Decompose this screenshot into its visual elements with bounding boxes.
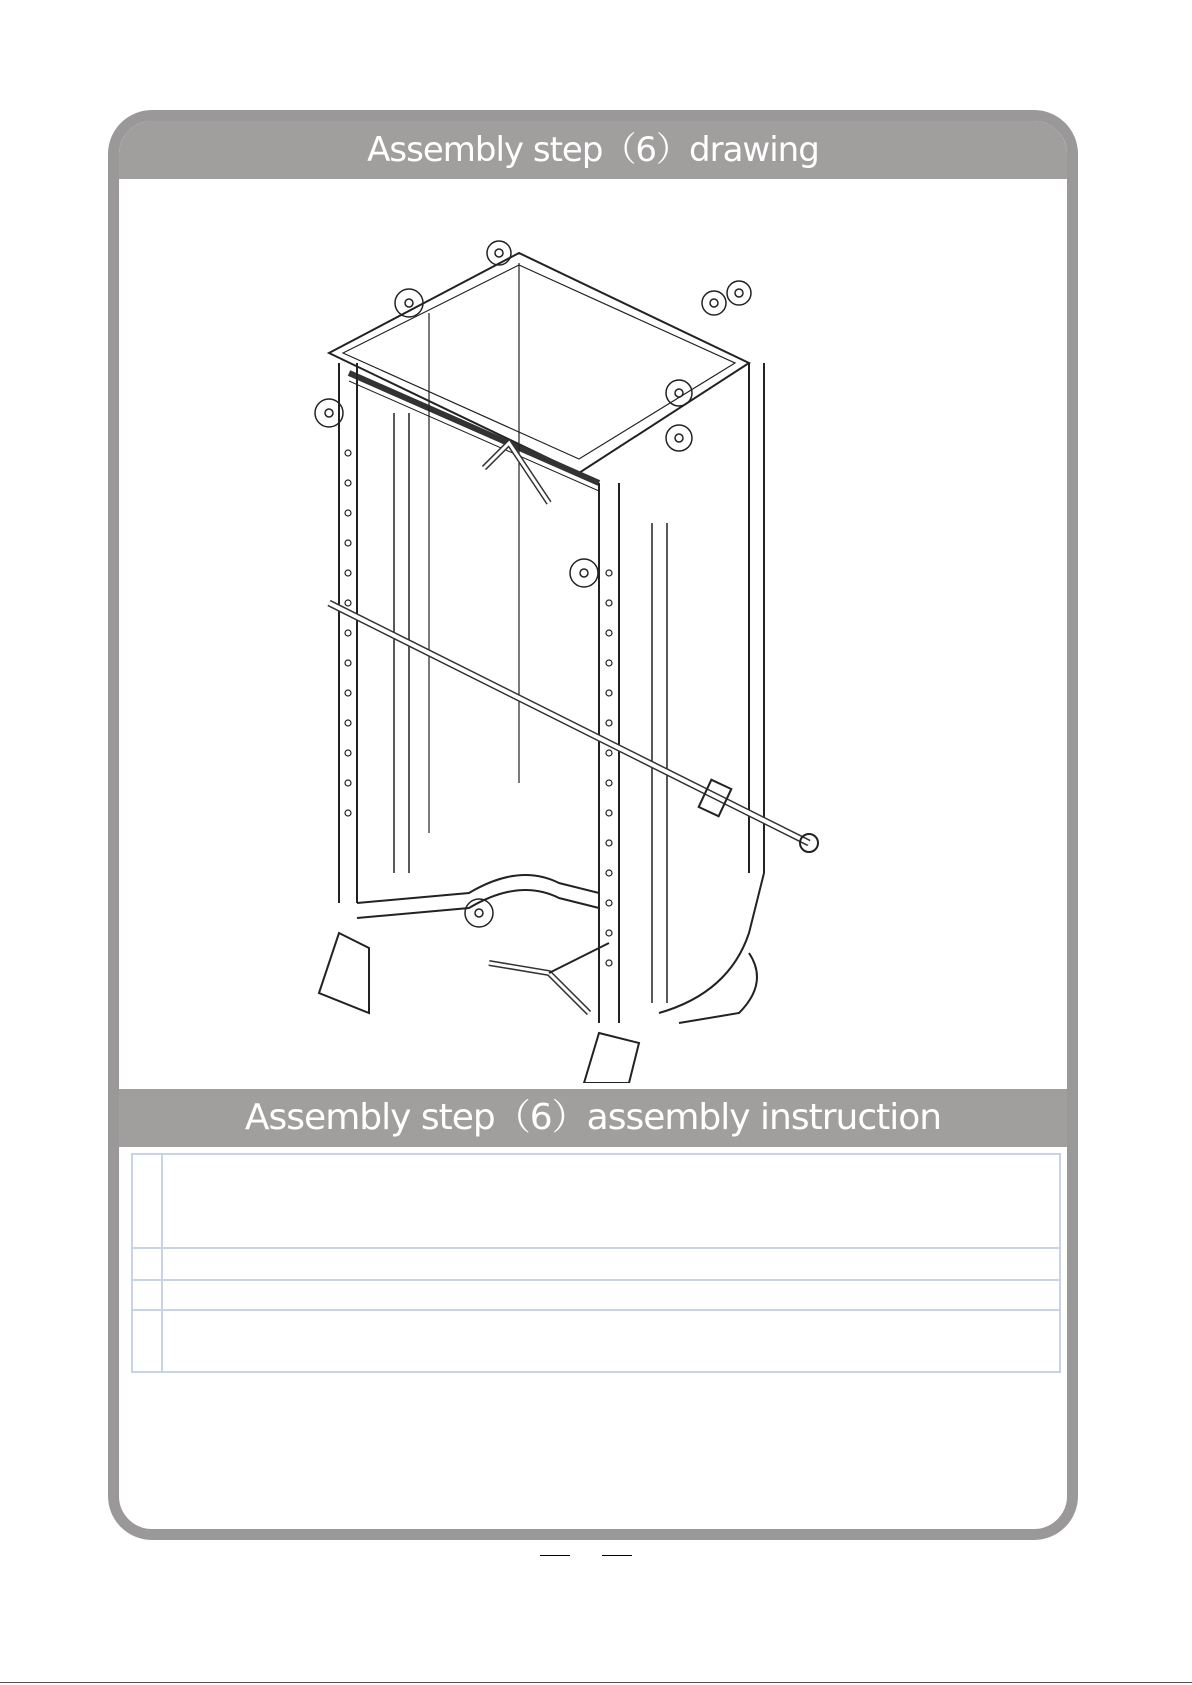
drawing-section-title: Assembly step（6）drawing — [119, 121, 1067, 179]
rack-illustration — [309, 213, 889, 1083]
page-number-dash-left — [540, 1555, 570, 1556]
page-number — [540, 1549, 630, 1569]
bottom-rule — [0, 1682, 1192, 1683]
table-row — [133, 1155, 1059, 1249]
table-row — [133, 1249, 1059, 1281]
table-row — [133, 1281, 1059, 1311]
page-number-dash-right — [602, 1555, 632, 1556]
instruction-table — [131, 1153, 1061, 1373]
table-row — [133, 1311, 1059, 1371]
row-number — [133, 1249, 163, 1279]
instruction-section-title: Assembly step（6）assembly instruction — [119, 1089, 1067, 1147]
row-number — [133, 1311, 163, 1371]
page-frame — [108, 110, 1078, 1540]
assembly-drawing — [309, 213, 889, 1083]
row-number — [133, 1155, 163, 1247]
row-number — [133, 1281, 163, 1309]
